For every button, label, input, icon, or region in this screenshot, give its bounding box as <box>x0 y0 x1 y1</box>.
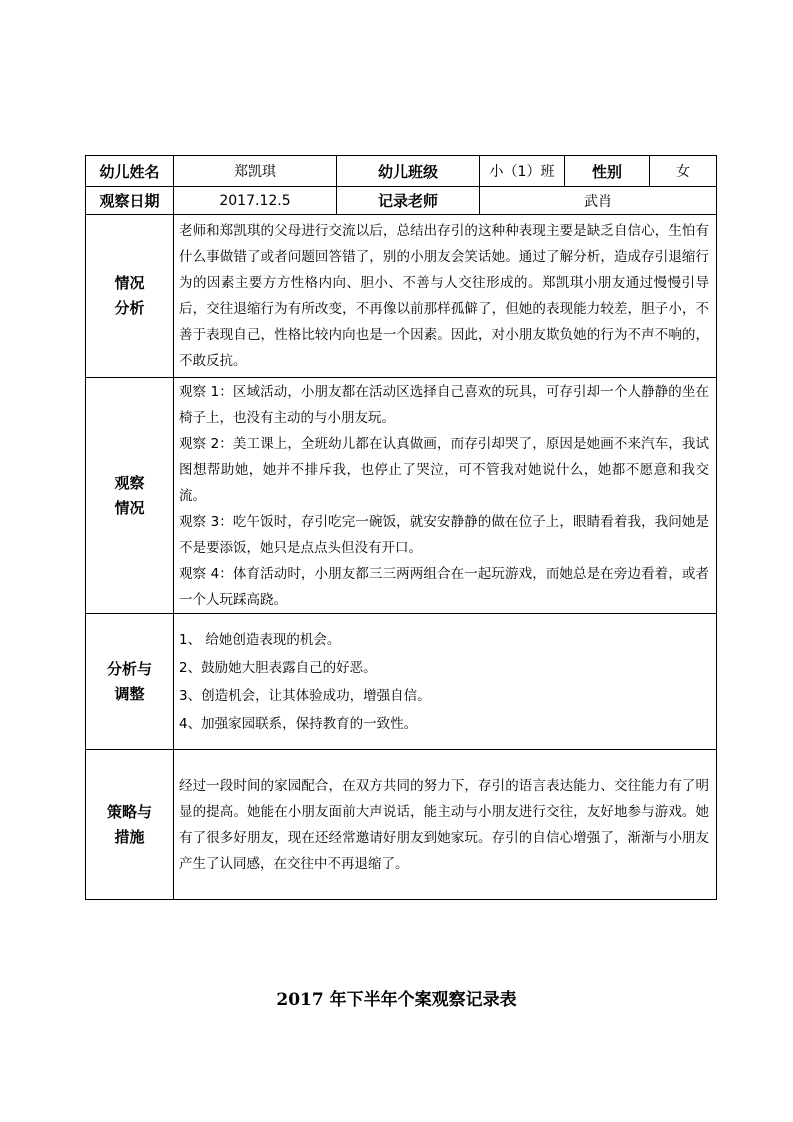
observation-text <box>174 378 717 614</box>
header-row-1 <box>86 156 717 187</box>
adjustment-row <box>86 614 717 750</box>
adjustment-item-2: 2、鼓励她大胆表露自己的好恶。 <box>179 659 377 676</box>
adjustment-label-line2: 调整 <box>114 684 145 703</box>
situation-row <box>86 215 717 378</box>
situation-label-line2: 分析 <box>114 299 145 317</box>
adjustment-label-line1: 分析与 <box>106 659 152 678</box>
strategy-label-line1: 策略与 <box>106 802 152 821</box>
observation-label-line1: 观察 <box>114 473 145 492</box>
strategy-row <box>86 750 717 900</box>
date-label: 观察日期 <box>86 187 174 215</box>
strategy-text <box>174 750 717 900</box>
observation-item-4: 观察 4：体育活动时，小朋友都三三两两组合在一起玩游戏，而她总是在旁边看着，或者一个人玩踩高跷。 <box>179 565 709 608</box>
gender-value: 女 <box>650 156 717 187</box>
date-value: 2017.12.5 <box>174 187 337 215</box>
adjustment-text <box>174 614 717 750</box>
observation-label-line2: 情况 <box>114 498 145 517</box>
observation-row <box>86 378 717 614</box>
adjustment-item-4: 4、加强家园联系，保持教育的一致性。 <box>179 715 418 732</box>
adjustment-item-3: 3、创造机会，让其体验成功，增强自信。 <box>179 687 431 704</box>
observation-item-2: 观察 2：美工课上，全班幼儿都在认真做画，而存引却哭了，原因是她画不来汽车，我试图想帮助她，她并不排斥我，也停止了哭泣，可不管我对她说什么，她都不愿意和我交流。 <box>179 435 709 504</box>
name-label: 幼儿姓名 <box>86 156 174 187</box>
situation-label-line1: 情况 <box>114 274 145 292</box>
header-row-2 <box>86 187 717 215</box>
document-title: 2017 年下半年个案观察记录表 <box>276 990 517 1010</box>
name-value: 郑凯琪 <box>174 156 337 187</box>
strategy-paragraph: 经过一段时间的家园配合，在双方共同的努力下，存引的语言表达能力、交往能力有了明显的提高。她能在小朋友面前大声说话，能主动与小朋友进行交往，友好地参与游戏。她有了很多好朋友，现在还经常邀请好朋友到她家玩。存引的自信心增强了，渐渐与小朋友产生了认同感，在交往中不再退缩了。 <box>179 777 709 872</box>
strategy-label <box>86 750 174 900</box>
class-label: 幼儿班级 <box>337 156 480 187</box>
class-value: 小（1）班 <box>480 156 565 187</box>
observation-record-table <box>85 155 717 900</box>
situation-paragraph: 老师和郑凯琪的父母进行交流以后，总结出存引的这种种表现主要是缺乏自信心，生怕有什么事做错了或者问题回答错了，别的小朋友会笑话她。通过了解分析，造成存引退缩行为的因素主要方方性格内向、胆小、不善与人交往形成的。郑凯琪小朋友通过慢慢引导后，交往退缩行为有所改变，不再像以前那样孤僻了，但她的表现能力较差，胆子小，不善于表现自己，性格比较内向也是一个因素。因此，对小朋友欺负她的行为不声不响的，不敢反抗。 <box>179 223 709 369</box>
adjustment-item-1: 1、 给她创造表现的机会。 <box>179 631 341 648</box>
adjustment-label <box>86 614 174 750</box>
observation-item-1: 观察 1：区域活动，小朋友都在活动区选择自己喜欢的玩具，可存引却一个人静静的坐在椅子上，也没有主动的与小朋友玩。 <box>179 383 709 426</box>
situation-label <box>86 215 174 378</box>
teacher-label: 记录老师 <box>337 187 480 215</box>
situation-text <box>174 215 717 378</box>
observation-item-3: 观察 3：吃午饭时，存引吃完一碗饭，就安安静静的做在位子上，眼睛看着我，我问她是不是要添饭，她只是点点头但没有开口。 <box>179 513 709 556</box>
gender-label: 性别 <box>565 156 650 187</box>
strategy-label-line2: 措施 <box>114 827 145 846</box>
observation-label <box>86 378 174 614</box>
teacher-value: 武肖 <box>480 187 717 215</box>
